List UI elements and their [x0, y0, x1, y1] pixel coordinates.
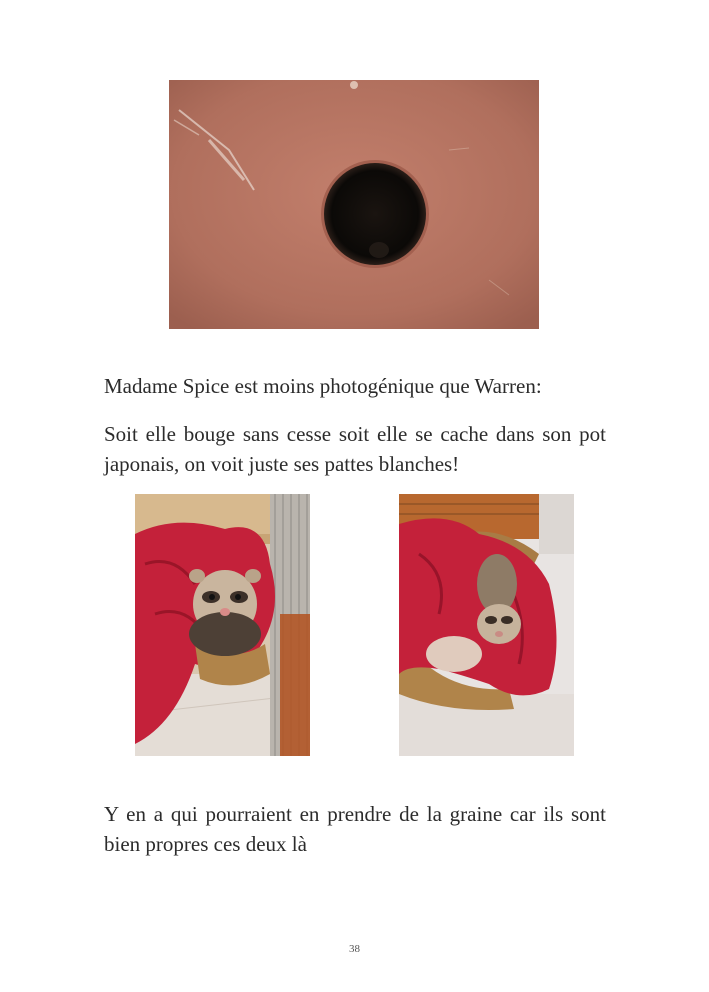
ferret-basket-photo-left: [135, 494, 310, 756]
terracotta-pot-photo: [169, 80, 539, 329]
caption-paragraph-2: Soit elle bouge sans cesse soit elle se cache dans son pot japonais, on voit juste ses pattes blanches!: [104, 422, 606, 476]
page-number: 38: [349, 943, 360, 955]
caption-paragraph-1: Madame Spice est moins photogénique que Warren:: [104, 374, 542, 398]
caption-paragraph-3: Y en a qui pourraient en prendre de la graine car ils sont bien propres ces deux là: [104, 802, 606, 856]
ferret-basket-photo-right: [399, 494, 574, 756]
